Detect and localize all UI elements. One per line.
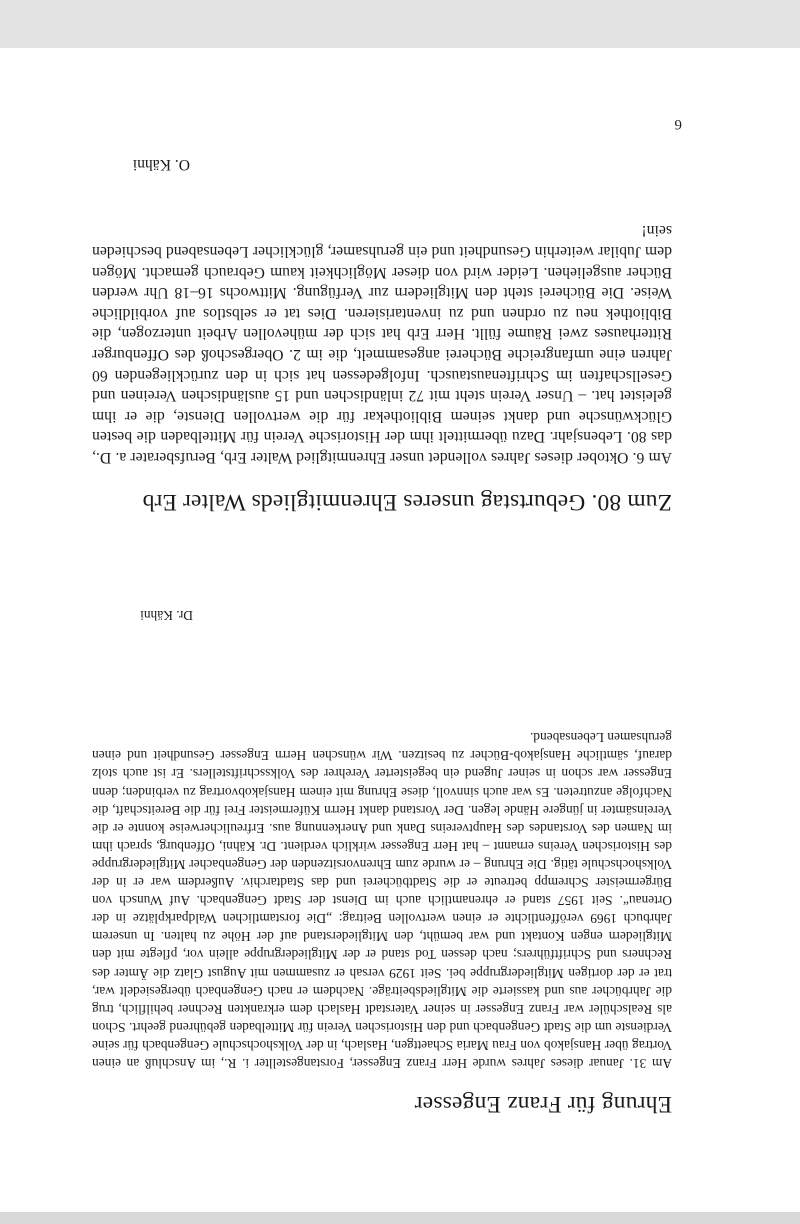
scanned-page (0, 48, 800, 1212)
viewer-top-strip (0, 1212, 800, 1224)
article-body-2: Am 6. Oktober dieses Jahres vollendet unser Ehrenmitglied Walter Erb, Berufsberater a. D., das 80. Lebensjahr. Dazu übermittelt ihm der Historische Verein für Mittelbaden die besten Glückwünsche und dankt seinem Bibliothekar für die wertvollen Dienste, die er ihm geleistet hat. – Unser Verein steht mit 72 inländischen und 15 ausländischen Vereinen und Gesellschaften im Schriftenaustausch. Infolgedessen hat sich in den zurückliegenden 60 Jahren eine umfangreiche Bücherei angesammelt, die im 2. Obergeschoß des Offenburger Ritterhauses zwei Räume füllt. Herr Erb hat sich der mühevollen Arbeit unterzogen, die Bibliothek neu zu ordnen und zu inventarisieren. Dies tat er selbstlos auf vorbildliche Weise. Die Bücherei steht den Mitgliedern zur Verfügung. Mittwochs 16–18 Uhr werden Bücher ausgeliehen. Leider wird von dieser Möglichkeit kaum Gebrauch gemacht. Mögen dem Jubilar weiterhin Gesundheit und ein geruhsamer, glücklicher Lebensabend beschieden sein! (92, 222, 672, 466)
article-title-2: Zum 80. Geburtstag unseres Ehrenmitglieds Walter Erb (142, 489, 672, 515)
article-signature-2: O. Kähni (132, 156, 190, 173)
footer-bar (0, 0, 800, 48)
article-body: Am 31. Januar dieses Jahres wurde Herr Franz Engesser, Forstangestellter i. R., im Anschluß an einen Vortrag über Hansjakob von Frau Maria Schaettgen, Haslach, in der Volkshochschule Gengenbach für seine Verdienste um die Stadt Gengenbach und den Historischen Verein für Mittelbaden gebührend geehrt. Schon als Realschüler war Franz Engesser in seiner Vaterstadt Haslach dem erkrankten Rechner behilflich, trug die Jahrbücher aus und kassierte die Mitgliedsbeiträge. Nachdem er nach Gengenbach übergesiedelt war, trat er der dortigen Mitgliedergruppe bei. Seit 1929 versah er zusammen mit August Glatz die Ämter des Rechners und Schriftführers; nach dessen Tod stand er der Mitgliedergruppe allein vor, pflegte mit den Mitgliedern engen Kontakt und war bemüht, den Mitgliederstand auf der Höhe zu halten. In unserem Jahrbuch 1969 veröffentlichte er einen wertvollen Beitrag: „Die forstamtlichen Waldparkplätze in der Ortenau“. Seit 1957 stand er ehrenamtlich auch im Dienst der Stadt Gengenbach. Auf Wunsch von Bürgermeister Schrempp betreute er die Stadtbücherei und das Stadtarchiv. Außerdem war er in der Volkshochschule tätig. Die Ehrung – er wurde zum Ehrenvorsitzenden der Gengenbacher Mitgliedergruppe des Historischen Vereins ernannt – hat Herr Engesser wirklich verdient. Dr. Kähni, Offenburg, sprach ihm im Namen des Vorstandes des Hauptvereins Dank und Anerkennung aus. Erfreulicherweise konnte er die Vereinsämter in jüngere Hände legen. Der Vorstand dankt Herrn Küfermeister Frei für die Bereitschaft, die Nachfolge anzutreten. Es war auch sinnvoll, diese Ehrung mit einem Hansjakobvortrag zu verbinden; denn Engesser war schon in seiner Jugend ein begeisterter Verehrer des Volksschriftstellers. Er ist auch stolz darauf, sämtliche Hansjakob-Bücher zu besitzen. Wir wünschen Herrn Engesser Gesundheit und einen geruhsamen Lebensabend. (92, 730, 672, 1071)
article-title: Ehrung für Franz Engesser (414, 1091, 672, 1117)
page-number: 6 (674, 116, 682, 132)
article-signature: Dr. Kähni (140, 608, 193, 623)
